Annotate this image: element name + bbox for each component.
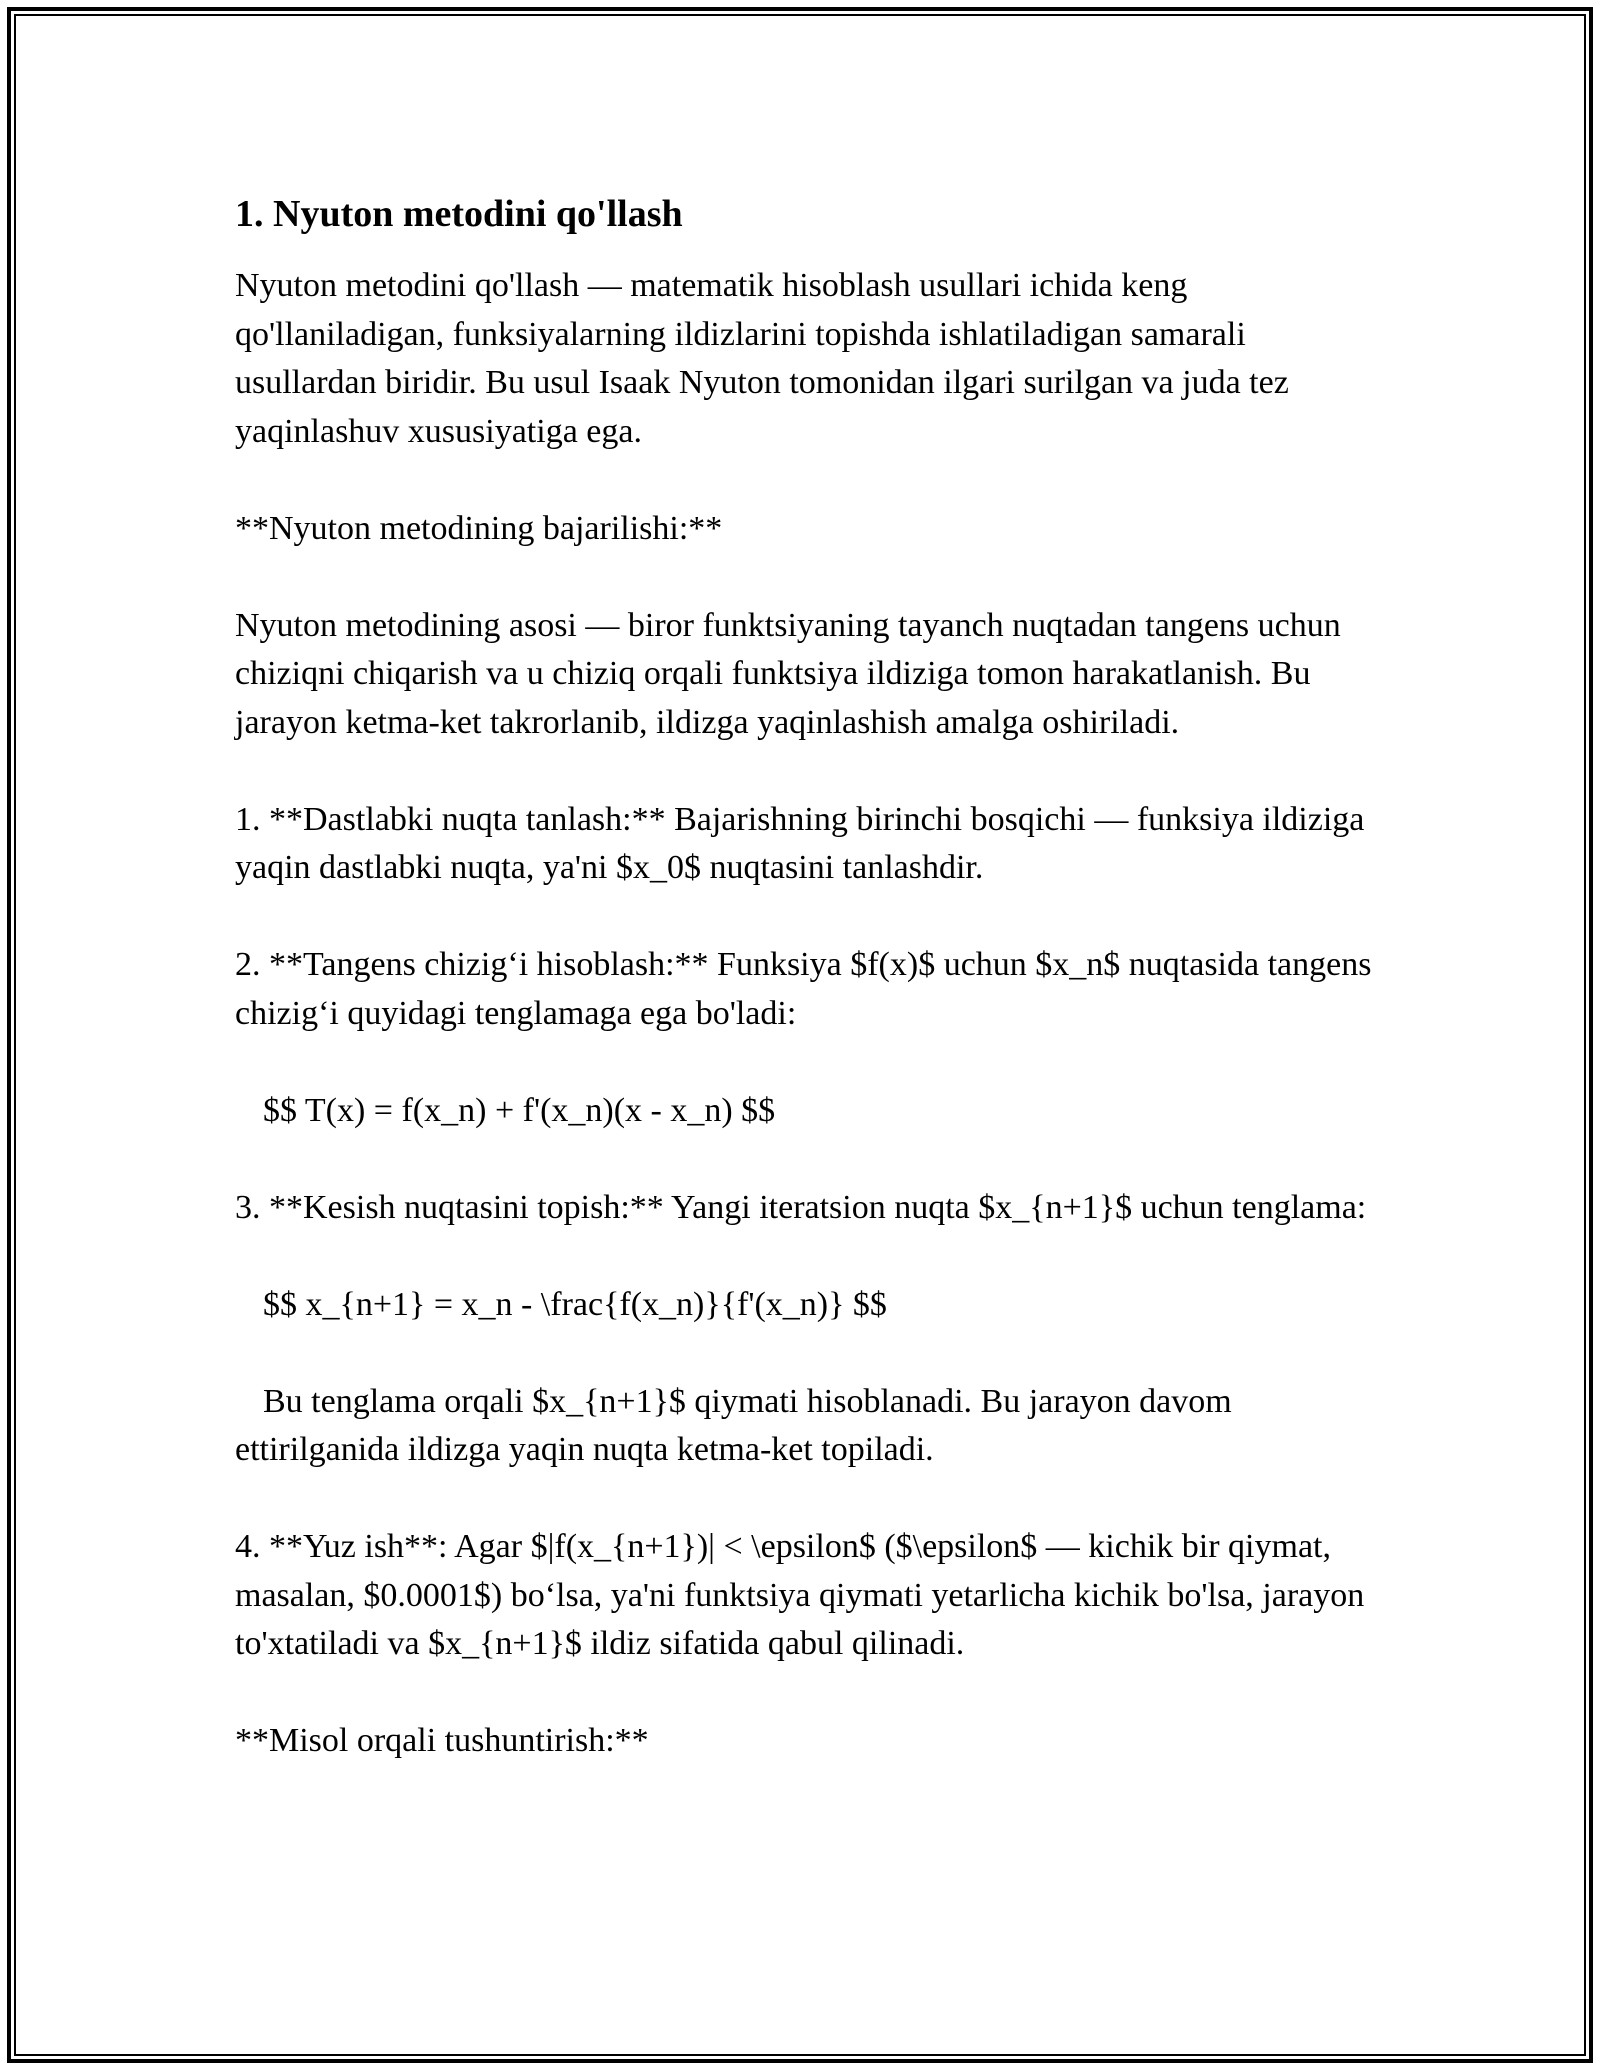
step-1-paragraph: 1. **Dastlabki nuqta tanlash:** Bajarishning birinchi bosqichi — funksiya ildiziga yaqin dastlabki nuqta, ya'ni $x_0$ nuqtasini tanlashdir.: [235, 800, 1365, 886]
step-4-paragraph: 4. **Yuz ish**: Agar $|f(x_{n+1})| < \epsilon$ ($\epsilon$ — kichik bir qiymat, masalan, $0.0001$) bo‘lsa, ya'ni funktsiya qiymati yetarlicha kichik bo'lsa, jarayon to'xtatiladi va $x_{n+1}$ ildiz sifatida qabul qilinadi.: [235, 1528, 1365, 1662]
step-2-paragraph: 2. **Tangens chizig‘i hisoblash:** Funksiya $f(x)$ uchun $x_n$ nuqtasida tangens chizig‘i quyidagi tenglamaga ega bo'ladi:: [235, 946, 1372, 1032]
iteration-formula: $$ x_{n+1} = x_n - \frac{f(x_n)}{f'(x_n)} $$: [263, 1285, 887, 1323]
step-3-note: Bu tenglama orqali $x_{n+1}$ qiymati hisoblanadi. Bu jarayon davom ettirilganida ildizga yaqin nuqta ketma-ket topiladi.: [235, 1382, 1232, 1468]
basis-paragraph: Nyuton metodining asosi — biror funktsiyaning tayanch nuqtadan tangens uchun chiziqni chiqarish va u chiziq orqali funktsiya ildiziga tomon harakatlanish. Bu jarayon ketma-ket takrorlanib, ildizga yaqinlashish amalga oshiriladi.: [235, 606, 1341, 741]
section-heading: 1. Nyuton metodini qo'llash: [235, 193, 683, 235]
tangent-formula: $$ T(x) = f(x_n) + f'(x_n)(x - x_n) $$: [263, 1091, 776, 1129]
document-body: [235, 188, 1375, 1814]
execution-heading: **Nyuton metodining bajarilishi:**: [235, 509, 723, 547]
intro-paragraph: Nyuton metodini qo'llash — matematik hisoblash usullari ichida keng qo'llaniladigan, funksiyalarning ildizlarini topishda ishlatiladigan samarali usullardan biridir. Bu usul Isaak Nyuton tomonidan ilgari surilgan va juda tez yaqinlashuv xususiyatiga ega.: [235, 267, 1289, 450]
step-3-paragraph: 3. **Kesish nuqtasini topish:** Yangi iteratsion nuqta $x_{n+1}$ uchun tenglama:: [235, 1188, 1367, 1226]
example-heading: **Misol orqali tushuntirish:**: [235, 1722, 649, 1759]
